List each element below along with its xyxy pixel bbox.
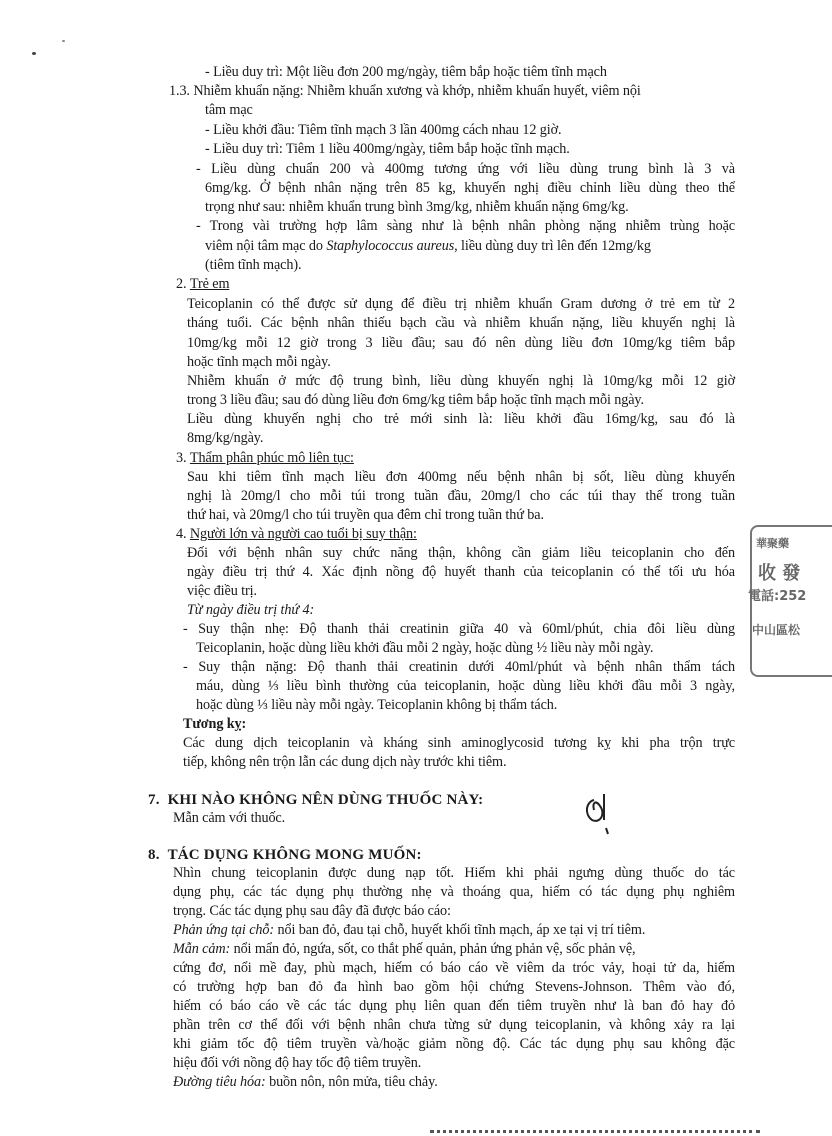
- text-line: Teicoplanin có thể được sử dụng để điều trị nhiễm khuẩn Gram dương ở trẻ em từ 2: [187, 296, 735, 312]
- subheading: Tương kỵ:: [183, 716, 247, 732]
- text-line: [205, 237, 735, 255]
- text-line: 10mg/kg mỗi 12 giờ trong 3 liều đầu; sau đó nên dùng liều đơn 10mg/kg tiêm bắp: [187, 335, 735, 351]
- text-line: tiếp, không nên trộn lẫn các dung dịch này trước khi tiêm.: [183, 754, 507, 770]
- text-line: - Liều duy trì: Tiêm 1 liều 400mg/ngày, tiêm bắp hoặc tĩnh mạch.: [205, 141, 570, 157]
- section-title: Thẩm phân phúc mô liên tục:: [189, 450, 354, 466]
- text-line: Nhiễm khuẩn ở mức độ trung bình, liều dùng khuyến nghị là 10mg/kg mỗi 12 giờ: [187, 373, 735, 389]
- text-line: trong 3 liều đầu; sau đó dùng liều đơn 6mg/kg tiêm bắp hoặc tĩnh mạch mỗi ngày.: [187, 392, 644, 408]
- text-line: [173, 940, 635, 958]
- text-line: thứ hai, và 20mg/l cho túi truyền qua đêm chỉ trong tuần thứ ba.: [187, 507, 544, 523]
- text-line: việc điều trị.: [187, 583, 257, 599]
- text-line: Các dung dịch teicoplanin và kháng sinh aminoglycosid tương kỵ khi pha trộn trực: [183, 735, 735, 751]
- section-heading-2: [176, 275, 229, 293]
- handwritten-stroke: [606, 828, 608, 834]
- text-line: Nhìn chung teicoplanin được dung nạp tốt. Hiếm khi phải ngưng dùng thuốc do tác: [173, 865, 735, 881]
- text-line: 6mg/kg. Ở bệnh nhân nặng trên 85 kg, khuyến nghị điều chỉnh liều dùng theo thể: [205, 180, 735, 196]
- text-line: [173, 1073, 438, 1091]
- stamp-text: 華聚藥: [756, 537, 789, 550]
- italic-span: Mẫn cảm:: [173, 941, 231, 957]
- section-heading-4: [176, 525, 417, 543]
- text-line: 8mg/kg/ngày.: [187, 430, 264, 446]
- text-line: hoặc tĩnh mạch mỗi ngày.: [187, 354, 331, 370]
- handwritten-initials: [580, 790, 624, 842]
- section-heading-7: [148, 791, 483, 809]
- stamp-text: 中山區松: [752, 623, 801, 637]
- text-line: Đối với bệnh nhân suy chức năng thận, không cần giảm liều teicoplanin cho đến: [187, 545, 735, 561]
- italic-span: Đường tiêu hóa:: [173, 1074, 266, 1090]
- section-number: 7.: [148, 792, 160, 808]
- text-line: trọng. Các tác dụng phụ sau đây đã được báo cáo:: [173, 903, 451, 919]
- text-line: ngày điều trị thứ 4. Xác định nồng độ huyết thanh của teicoplanin có thể tối ưu hóa: [187, 564, 735, 580]
- text-line: - Trong vài trường hợp lâm sàng như là bệnh nhân phòng nặng nhiễm trùng hoặc: [196, 218, 735, 234]
- section-number: 4.: [176, 526, 187, 542]
- text-line: dụng phụ, các tác dụng phụ thường nhẹ và thoáng qua, hiếm có tác dụng phụ nghiêm: [173, 884, 735, 900]
- text-line: Liều dùng khuyến nghị cho trẻ mới sinh là: liều khởi đầu 16mg/kg, sau đó là: [187, 411, 735, 427]
- scan-speck: [62, 40, 65, 42]
- text-line: hiệu đối với nồng độ hay tốc độ tiêm truyền.: [173, 1055, 422, 1071]
- text-line: Teicoplanin, hoặc dùng liều khởi đầu mỗi 2 ngày, hoặc dùng ½ liều này mỗi ngày.: [196, 640, 654, 656]
- section-title: TÁC DỤNG KHÔNG MONG MUỐN:: [167, 847, 422, 863]
- text-line: hiếm có báo cáo về các tác dụng phụ liên quan đến tiêm truyền như là ban đỏ hay đỏ: [173, 998, 735, 1014]
- text-span: buồn nôn, nôn mửa, tiêu chảy.: [265, 1074, 438, 1090]
- text-line: cứng đơ, nổi mề đay, phù mạch, hiếm có báo cáo về viêm da tróc vảy, hoại tử da, hiếm: [173, 960, 735, 976]
- text-span: nổi mẩn đỏ, ngứa, sốt, co thắt phế quản, phản ứng phản vệ, sốc phản vệ,: [230, 941, 636, 957]
- text-line: có trường hợp ban đỏ đa hình bao gồm hội chứng Stevens-Johnson. Thêm vào đó,: [173, 979, 735, 995]
- section-title: Trẻ em: [189, 276, 230, 292]
- text-line: máu, dùng ⅓ liều bình thường của teicoplanin, hoặc dùng liều khởi đầu mỗi 3 ngày,: [196, 678, 735, 694]
- section-title: KHI NÀO KHÔNG NÊN DÙNG THUỐC NÀY:: [167, 792, 484, 808]
- text-line: - Suy thận nặng: Độ thanh thải creatinin dưới 40ml/phút và bệnh nhân thẩm tách: [183, 659, 735, 675]
- stamp-text: 收 發: [758, 563, 801, 584]
- section-heading-1-3: 1.3. Nhiễm khuẩn nặng: Nhiễm khuẩn xương và khớp, nhiễm khuẩn huyết, viêm nội: [169, 83, 641, 99]
- text-line: - Liều khởi đầu: Tiêm tĩnh mạch 3 lần 400mg cách nhau 12 giờ.: [205, 122, 562, 138]
- text-line: phần trên cơ thể đối với bệnh nhân chưa từng sử dụng teicoplanin, và không xảy ra lại: [173, 1017, 735, 1033]
- text-line: [173, 921, 645, 939]
- text-line: Sau khi tiêm tĩnh mạch liều đơn 400mg nếu bệnh nhân bị sốt, liều dùng khuyến: [187, 469, 735, 485]
- handwritten-stroke: [587, 800, 603, 821]
- text-span: , liều dùng duy trì lên đến 12mg/kg: [454, 238, 651, 254]
- section-title: Người lớn và người cao tuổi bị suy thận:: [189, 526, 417, 542]
- text-line: (tiêm tĩnh mạch).: [205, 257, 302, 273]
- section-number: 2.: [176, 276, 187, 292]
- section-heading-8: [148, 846, 422, 864]
- bottom-edge-dots: [430, 1130, 760, 1136]
- text-span: viêm nội tâm mạc do: [205, 238, 323, 254]
- section-number: 3.: [176, 450, 187, 466]
- section-heading-3: [176, 449, 354, 467]
- stamp-text: 電話:252: [748, 589, 807, 604]
- scan-speck: [32, 52, 36, 55]
- text-line: khi giảm tốc độ tiêm truyền và/hoặc giảm nồng độ. Các tác dụng phụ sau không đặc: [173, 1036, 735, 1052]
- text-span: nổi ban đỏ, đau tại chỗ, huyết khối tĩnh mạch, áp xe tại vị trí tiêm.: [274, 922, 646, 938]
- received-stamp: [744, 525, 807, 675]
- text-line: - Liều duy trì: Một liều đơn 200 mg/ngày, tiêm bắp hoặc tiêm tĩnh mạch: [205, 64, 607, 80]
- text-line: Mẫn cảm với thuốc.: [173, 810, 286, 826]
- text-line: tâm mạc: [205, 102, 253, 118]
- text-line: - Liều dùng chuẩn 200 và 400mg tương ứng với liều dùng trung bình là 3 và: [196, 161, 735, 177]
- italic-span: Phản ứng tại chỗ:: [173, 922, 275, 938]
- text-line: trọng như sau: nhiễm khuẩn trung bình 3mg/kg, nhiễm khuẩn nặng 6mg/kg.: [205, 199, 629, 215]
- text-line: nghị là 20mg/l cho mỗi túi trong tuần đầu, 20mg/l cho các túi thay thế trong tuần: [187, 488, 735, 504]
- text-line: - Suy thận nhẹ: Độ thanh thải creatinin giữa 40 và 60ml/phút, chia đôi liều dùng: [183, 621, 735, 637]
- section-number: 8.: [148, 847, 160, 863]
- subheading: Từ ngày điều trị thứ 4:: [187, 602, 315, 618]
- text-line: hoặc dùng ⅓ liều này mỗi ngày. Teicoplanin không bị thẩm tách.: [196, 697, 558, 713]
- text-line: tháng tuổi. Các bệnh nhân thiếu bạch cầu và nhiễm khuẩn nặng, liều khuyến nghị là: [187, 315, 735, 331]
- italic-span: Staphylococcus aureus: [326, 238, 455, 254]
